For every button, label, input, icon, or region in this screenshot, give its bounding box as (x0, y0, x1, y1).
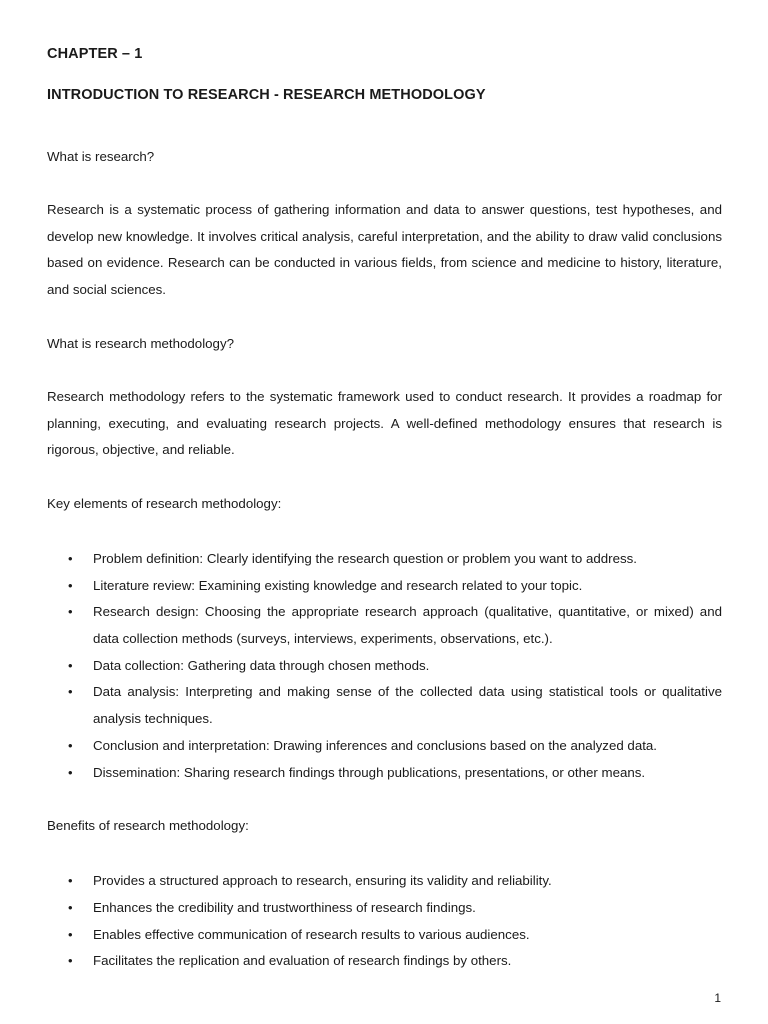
list-item-text: Data collection: Gathering data through chosen methods. (93, 657, 430, 673)
section-question-research: What is research? (47, 149, 155, 164)
page-content (47, 44, 722, 975)
list-item (47, 895, 722, 922)
list-item (47, 599, 722, 652)
section-heading-key-elements: Key elements of research methodology: (47, 495, 282, 511)
list-item (47, 733, 722, 760)
bullet-icon: • (68, 899, 73, 915)
list-item-text: Enhances the credibility and trustworthiness of research findings. (93, 899, 476, 915)
section-question-methodology: What is research methodology? (47, 335, 234, 351)
bullet-icon: • (68, 737, 73, 753)
benefits-list (47, 868, 722, 975)
list-item-text: Literature review: Examining existing knowledge and research related to your topic. (93, 577, 583, 593)
list-item-text: Dissemination: Sharing research findings through publications, presentations, or other means. (93, 764, 646, 780)
list-item (47, 868, 722, 895)
bullet-icon: • (68, 604, 73, 620)
list-item-text: Provides a structured approach to research, ensuring its validity and reliability. (93, 873, 552, 889)
list-item (47, 948, 722, 975)
list-item-text: Data analysis: Interpreting and making sense of the collected data using statistical tools or qualitative analysis techniques. (93, 684, 722, 727)
document-title: INTRODUCTION TO RESEARCH - RESEARCH METHODOLOGY (47, 87, 486, 103)
bullet-icon: • (68, 657, 73, 673)
bullet-icon: • (68, 926, 73, 942)
list-item (47, 679, 722, 732)
list-item (47, 760, 722, 787)
list-item-text: Enables effective communication of research results to various audiences. (93, 926, 530, 942)
list-item-text: Research design: Choosing the appropriate research approach (qualitative, quantitative, or mixed) and data collection methods (surveys, interviews, experiments, observations, etc.). (93, 604, 722, 647)
list-item-text: Conclusion and interpretation: Drawing inferences and conclusions based on the analyzed data. (93, 737, 658, 753)
chapter-heading: CHAPTER – 1 (47, 46, 143, 62)
bullet-icon: • (68, 764, 73, 780)
list-item-text: Problem definition: Clearly identifying the research question or problem you want to address. (93, 550, 637, 566)
bullet-icon: • (68, 873, 73, 889)
list-item (47, 546, 722, 573)
bullet-icon: • (68, 550, 73, 566)
bullet-icon: • (68, 684, 73, 700)
list-item (47, 653, 722, 680)
section-heading-benefits: Benefits of research methodology: (47, 818, 249, 834)
paragraph-methodology-definition: Research methodology refers to the systematic framework used to conduct research. It provides a roadmap for planning, executing, and evaluating research projects. A well-defined methodology ensures that research is rigorous, objective, and reliable. (47, 388, 722, 458)
list-item (47, 573, 722, 600)
page-number: 1 (714, 991, 721, 1005)
key-elements-list (47, 546, 722, 786)
list-item (47, 922, 722, 949)
list-item-text: Facilitates the replication and evaluation of research findings by others. (93, 953, 512, 969)
paragraph-research-definition: Research is a systematic process of gathering information and data to answer questions, test hypotheses, and develop new knowledge. It involves critical analysis, careful interpretation, and the ability to draw valid conclusions based on evidence. Research can be conducted in various fields, from science and medicine to history, literature, and social sciences. (47, 202, 722, 298)
bullet-icon: • (68, 953, 73, 969)
bullet-icon: • (68, 577, 73, 593)
